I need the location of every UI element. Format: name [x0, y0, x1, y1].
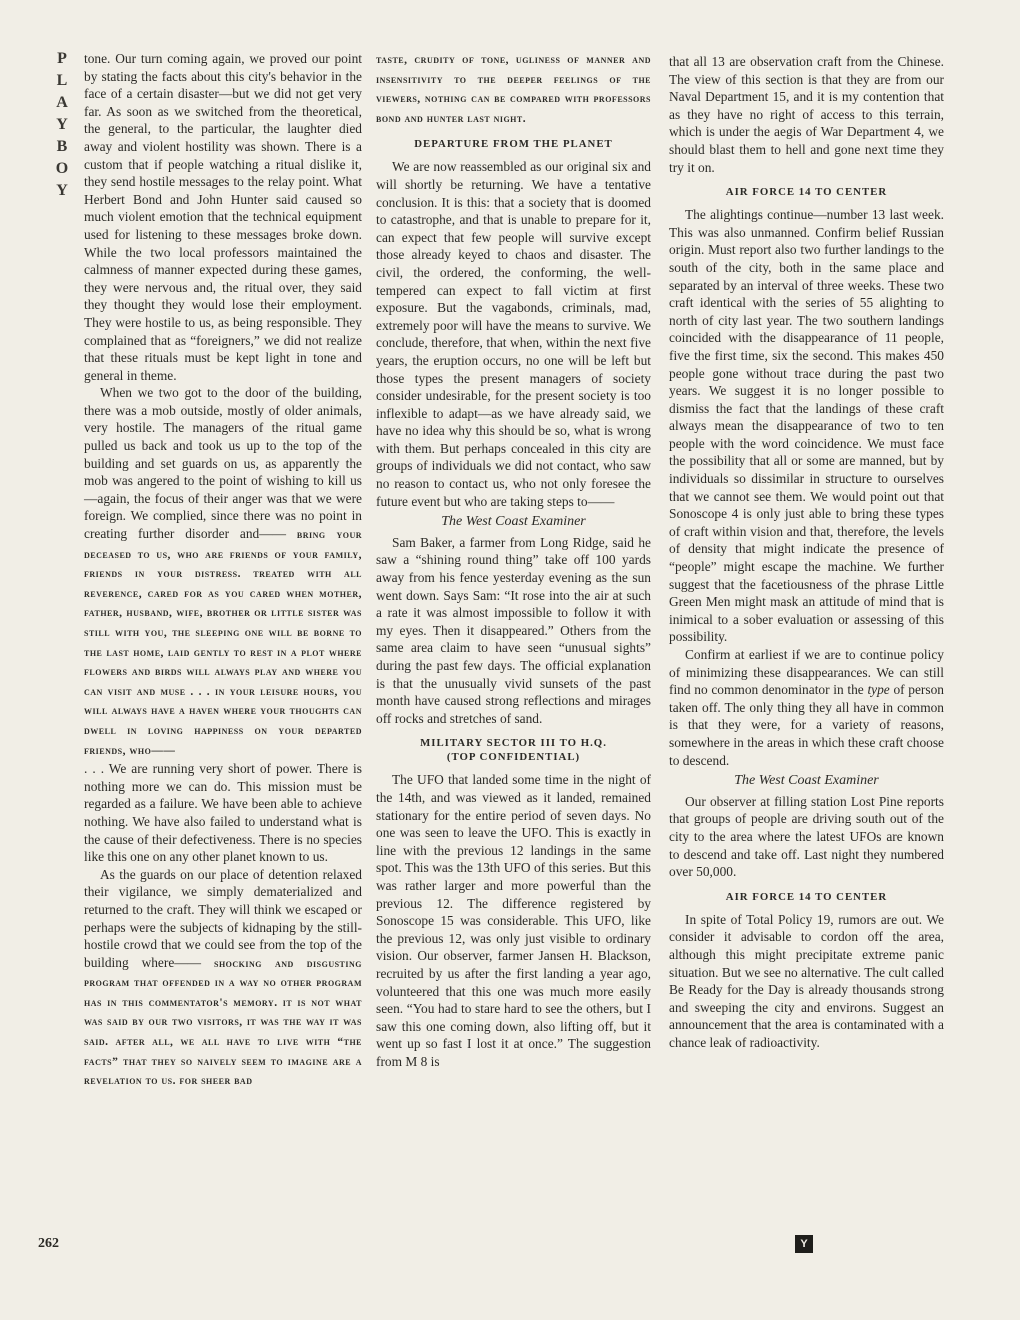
- sidebar-letter: P: [57, 50, 67, 67]
- text-run: that all 13 are observation craft from the Chinese. The view of this section is that they are from our Naval Department 15, and it is my contention that as they have no right of access to this terrain, which is under the aegis of War Department 4, we should blast them to hell and gone next time they try it on.: [669, 54, 944, 175]
- page-number: 262: [38, 1236, 59, 1251]
- paragraph: [376, 771, 651, 1070]
- broadcast-text: shocking and disgusting program that offended in a way no other program has in this commentator's memory. it is not what was said by our two visitors, it was the way it was said. after all, we all have to live with “the facts” that they so naively seem to imagine are a revelation to us. for sheer bad: [84, 957, 362, 1088]
- text-run: In spite of Total Policy 19, rumors are out. We consider it advisable to cordon off the area, although this might precipitate extreme panic situation. But we see no alternative. The cult called Be Ready for the Day is already thousands strong and sweeping the city and environs. Suggest an announcement that the area is contaminated with a chance leak of radioactivity.: [669, 911, 944, 1050]
- text-run: The UFO that landed some time in the night of the 14th, and was viewed as it landed, remained stationary for the entire period of seven days. No one was seen to leave the UFO. This is exactly in line with the previous 12 landings in the same spot. This was the 13th UFO of this series. But this was rather larger and more powerful than the previous 12. The difference registered by Sonoscope 15 was considerable. This UFO, like the previous 12, was only just visible to ordinary vision. Our observer, farmer Jansen H. Blackson, recruited by us after the first landing a year ago, volunteered that this one was much more easily seen. “You had to stare hard to see the others, but I saw this one coming down, also lifting off, but it went up so fast I lost it at once.” The suggestion from M 8 is: [376, 772, 651, 1069]
- paragraph: [84, 50, 362, 384]
- text-run: When we two got to the door of the building, there was a mob outside, mostly of older animals, very hostile. The managers of the ritual game pulled us back and took us up to the top of the building and set guards on us, as apparently the mob was angered to the point of wishing to kill us—again, the focus of their anger was that we were foreign. We complied, since there was no point in creating further disorder and——: [84, 385, 362, 542]
- text-run: . . . We are running very short of power. There is nothing more we can do. This mission must be regarded as a failure. We have been able to achieve nothing. We have also failed to understand what is the cause of their defectiveness. There is no species like this one on any other planet known to us.: [84, 761, 362, 865]
- section-heading: AIR FORCE 14 TO CENTER: [725, 186, 888, 199]
- section-heading: MILITARY SECTOR III TO H.Q. (TOP CONFIDENTIAL): [420, 737, 607, 764]
- paragraph: [669, 793, 944, 881]
- paragraph: [84, 760, 362, 866]
- sidebar-letter: O: [55, 160, 69, 177]
- text-run: of person taken off. The only thing they all have in common is that they were, for a variety of reasons, somewhere in the areas in which these craft choose to descend.: [669, 682, 944, 768]
- end-mark-icon: Y: [795, 1235, 813, 1253]
- text-column-1: [84, 50, 362, 1091]
- source-heading: The West Coast Examiner: [734, 773, 879, 789]
- sidebar-letter: Y: [56, 116, 68, 133]
- text-run: Sam Baker, a farmer from Long Ridge, said he saw a “shining round thing” take off 100 yards away from his fence yesterday evening as the sun went down. Says Sam: “It rose into the air at such a rate it was almost impossible to follow it with my eyes. Then it disappeared.” Others from the same area claim to have seen “unusual sights” during the past few days. The official explanation is that the unusually vivid sunsets of the past month have caused strong reflections and mirages off rocks and stretches of sand.: [376, 534, 651, 726]
- text-column-2: [376, 50, 651, 1070]
- paragraph: [376, 158, 651, 510]
- paragraph: [376, 50, 651, 128]
- paragraph: [669, 646, 944, 769]
- text-run: Confirm at earliest if we are to continue policy of minimizing these disappearances. We can still find no common denominator in the: [669, 647, 944, 698]
- section-heading: AIR FORCE 14 TO CENTER: [725, 890, 888, 903]
- paragraph: [669, 911, 944, 1052]
- text-column-3: [669, 53, 944, 1051]
- text-run: tone. Our turn coming again, we proved our point by stating the facts about this city's behavior in the face of a certain disaster—but we did not get very far. As soon as we switched from the theoretical, the general, to the particular, the laughter died away and violent hostility was shown. There is a custom that if people watching a ritual dislike it, they send hostile messages to the relay point. What Herbert Bond and John Hunter said caused so much violent emotion that the technical equipment used for listening to these messages broke down. While the two local professors maintained the calmness of manner expected during these games, they were nervous and, the ritual over, they said they thought they would lose their employment. They were hostile to us, as being responsible. They complained that as “foreigners,” we did not realize that these rituals must be kept light in tone and general in theme.: [84, 51, 362, 383]
- sidebar-letter: B: [56, 138, 68, 155]
- broadcast-text: taste, crudity of tone, ugliness of manner and insensitivity to the deeper feelings of the viewers, nothing can be compared with professors bond and hunter last night.: [376, 54, 651, 125]
- magazine-name-vertical: [52, 48, 72, 202]
- text-run: The alightings continue—number 13 last week. This was also unmanned. Confirm belief Russian origin. Must report also two further landings to the south of the city, both in the same place and separated by an interval of three weeks. These two craft identical with the series of 55 alighting to north of city last year. The two southern landings coincided with the disappearance of 11 people, five the first time, six the second. This makes 450 people gone without trace during the past two years. We suggest it is no longer possible to dismiss the fact that the landings of these craft always mean the disappearance of two to ten people with the word coincidence. We must face the possibility that all or some are manned, but by individuals so dissimilar in structure to ourselves that we cannot see them. We would point out that Sonoscope 4 is only just able to bring these types of craft within vision and that, therefore, the levels of density that might indicate the presence of “people” might escape the machine. We further suggest that the facetiousness of the phrase Little Green Men might mask an attitude of mind that is inimical to a sober evaluation or assessing of this possibility.: [669, 207, 944, 645]
- text-run: As the guards on our place of detention relaxed their vigilance, we simply dematerialized and returned to the craft. They will think we escaped or perhaps were the subjects of kidnaping by the still-hostile crowd that we could see from the top of the building where——: [84, 866, 362, 970]
- paragraph: [669, 53, 944, 176]
- paragraph: [376, 534, 651, 728]
- text-run: Our observer at filling station Lost Pine reports that groups of people are driving south out of the city to the area where the latest UFOs are known to descend and take off. Last night they numbered over 50,000.: [669, 793, 944, 880]
- paragraph: [669, 206, 944, 646]
- text-run: We are now reassembled as our original six and will shortly be returning. We have a tentative conclusion. It is this: that a society that is doomed to catastrophe, and that is unable to prepare for it, can expect that few people will survive except those already keyed to chaos and disaster. The civil, the ordered, the conforming, the well-tempered can expect to fall victim at first exposure. But the vagabonds, criminals, mad, extremely poor will have the means to survive. We conclude, therefore, that when, within the next five years, the eruption occurs, no one will be left but those types the present managers of society consider undesirable, for the present society is too inflexible to adapt—as we have already said, we have no idea why this should be so, what is wrong with them. But perhaps concealed in this city are groups of individuals we did not contact, who saw no reason to contact us, who not only foresee the future event but who are taking steps to——: [376, 159, 651, 509]
- section-heading: DEPARTURE FROM THE PLANET: [414, 138, 613, 151]
- source-heading: The West Coast Examiner: [441, 514, 586, 530]
- paragraph: [84, 866, 362, 1091]
- paragraph: [84, 384, 362, 760]
- broadcast-text: bring your deceased to us, who are friends of your family, friends in your distress. treated with all reverence, cared for as you cared when mother, father, husband, wife, brother or little sister was still with you, the sleeping one will be borne to the last home, laid gently to rest in a plot where flowers and birds will always play and where you can visit and muse . . . in your leisure hours, you will always have a haven where your thoughts can dwell in loving happiness on your departed friends, who——: [84, 529, 362, 757]
- sidebar-letter: L: [56, 72, 68, 89]
- sidebar-letter: Y: [56, 182, 68, 199]
- text-run: type: [867, 682, 890, 698]
- sidebar-letter: A: [56, 94, 68, 111]
